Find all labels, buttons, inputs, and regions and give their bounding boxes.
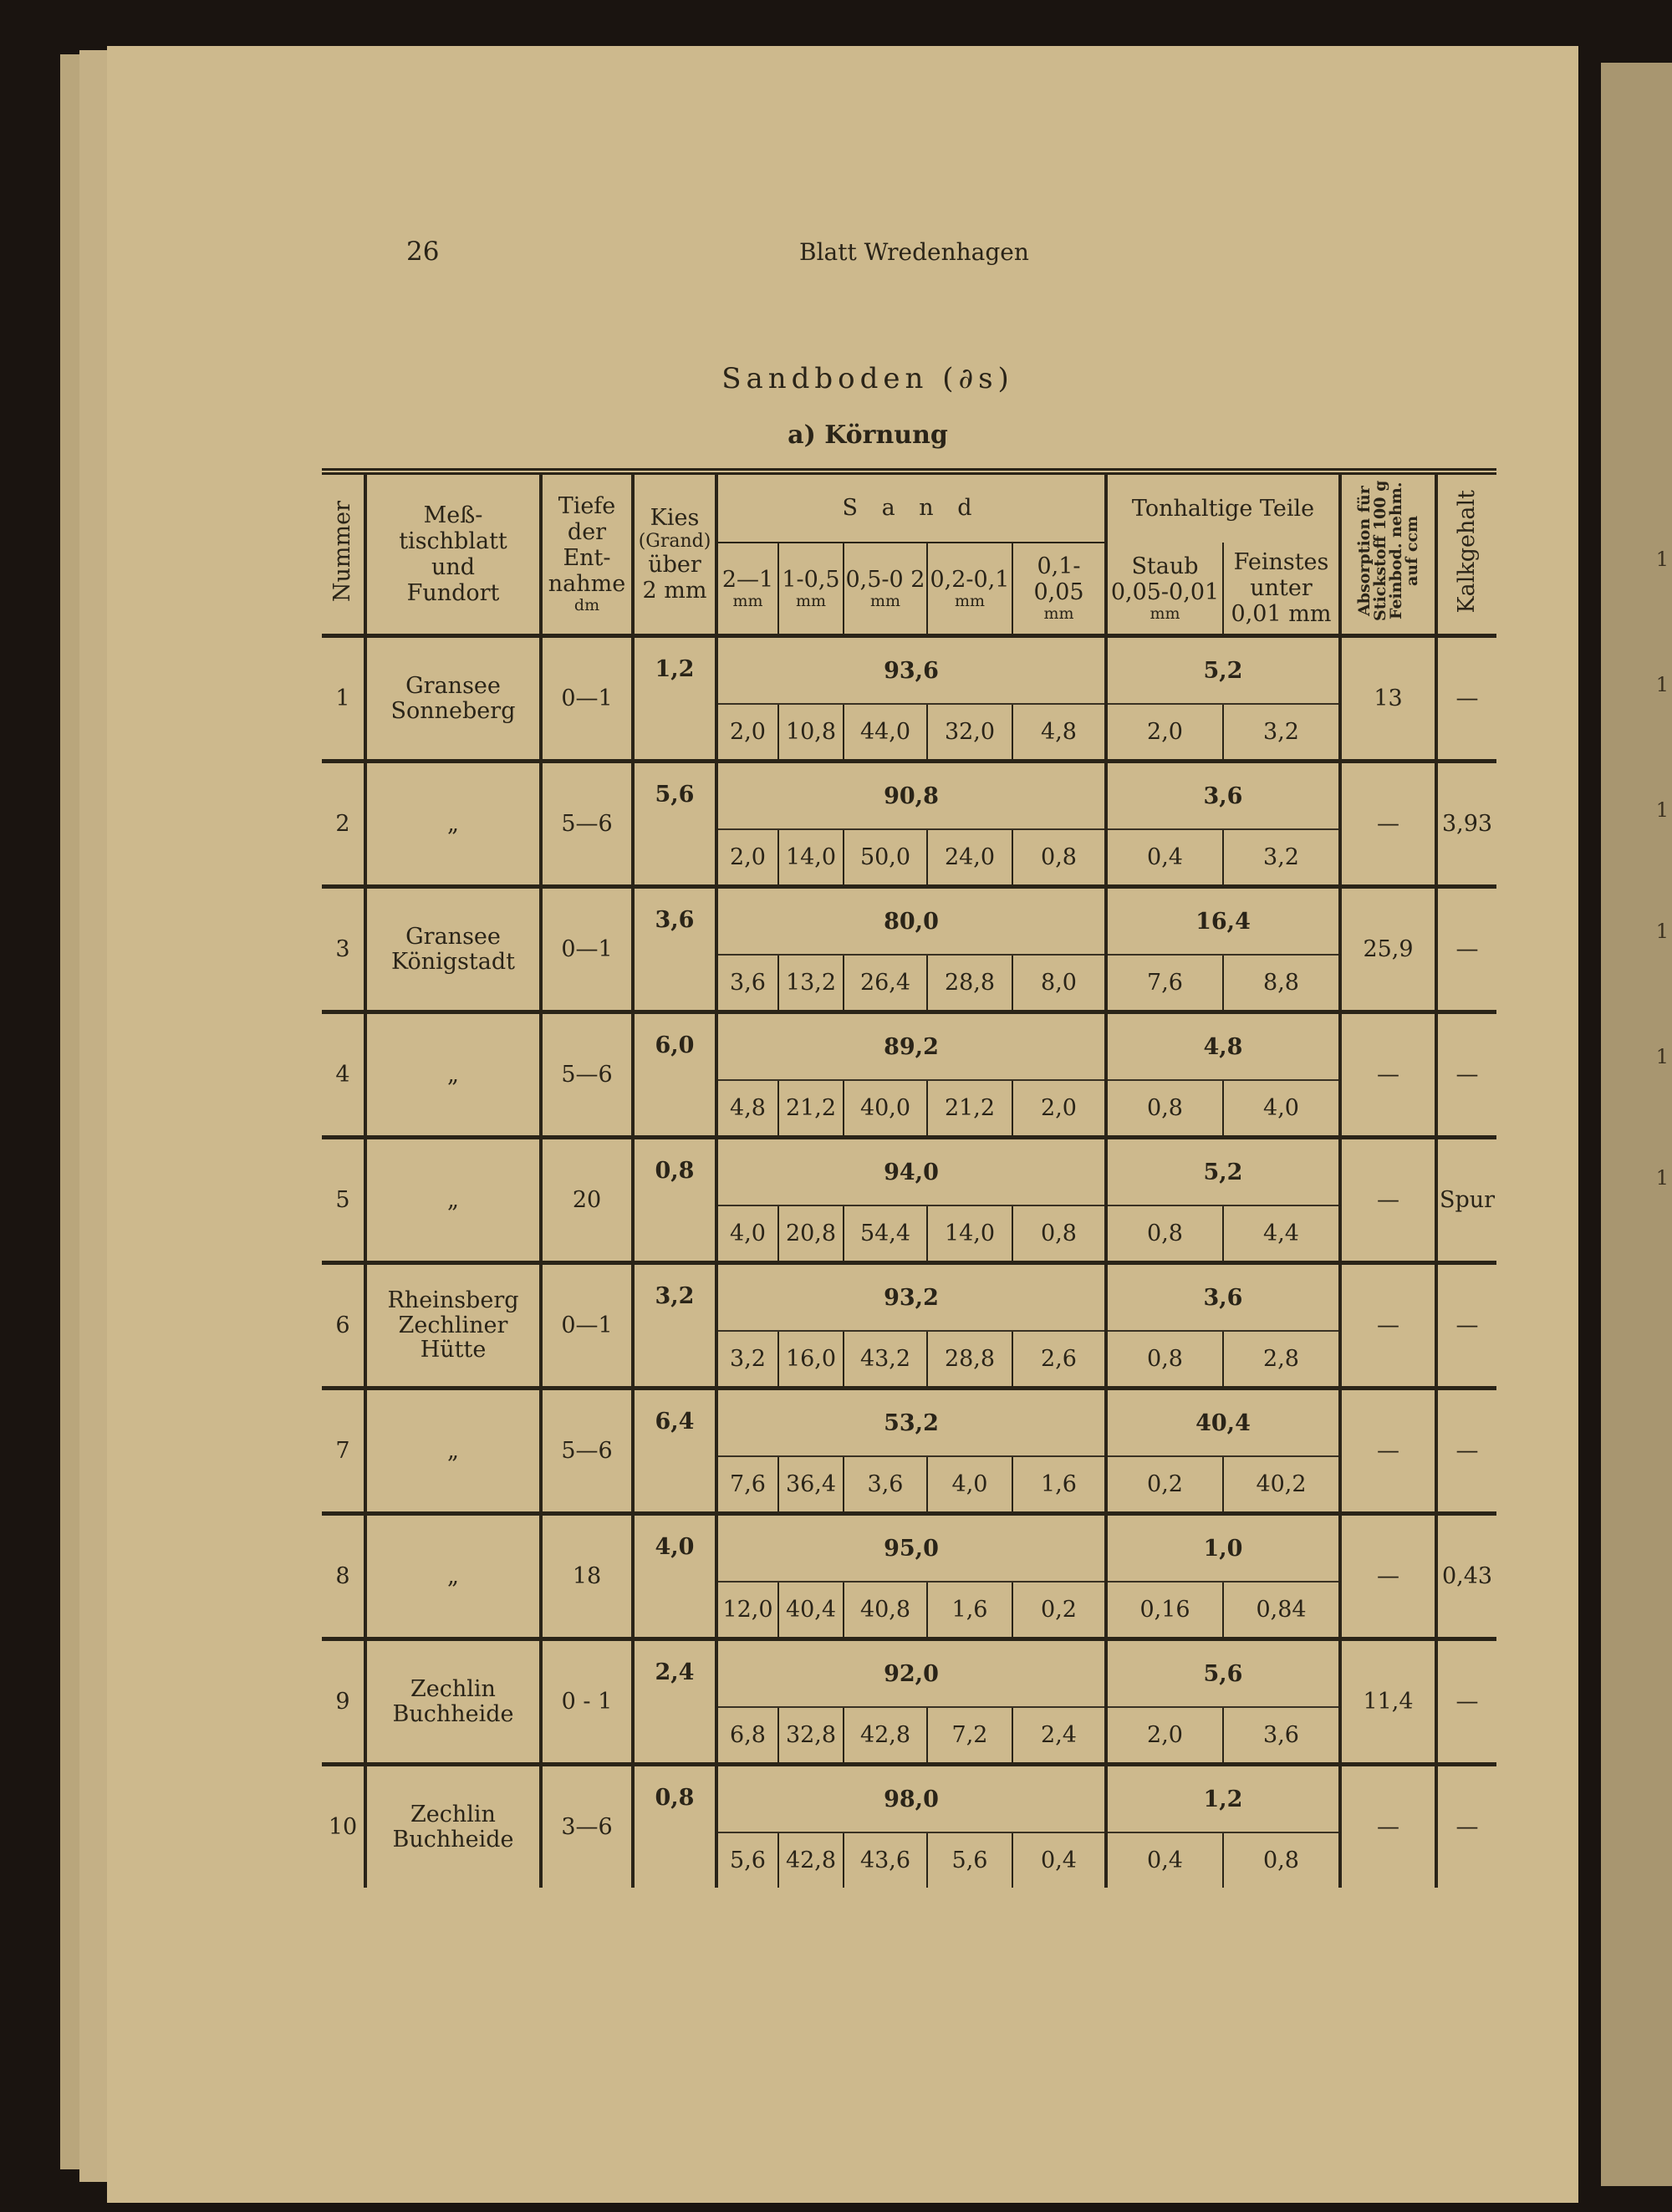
row-number: 10 [328,1814,358,1840]
row-kies: 1,2 [633,636,716,762]
col-feinstes-line1: Feinstes [1233,548,1329,575]
row-absorption: 11,4 [1340,1639,1436,1765]
col-sand-2-label: 1-0,5 [782,566,840,593]
col-kalkgehalt-label: Kalkgehalt [1454,489,1481,614]
row-sand-fraction: 26,4 [844,955,927,1012]
row-sand-fraction: 1,6 [1012,1456,1106,1514]
row-sand-fraction: 24,0 [927,829,1012,887]
row-absorption: 25,9 [1340,887,1436,1012]
col-feinstes-line3: 0,01 mm [1231,601,1332,628]
row-sand-fraction: 14,0 [927,1205,1012,1263]
row-sand-total: 92,0 [716,1639,1106,1708]
table-row [322,887,1496,956]
row-sand-total: 90,8 [716,762,1106,830]
row-sand-fraction: 0,8 [1012,1205,1106,1263]
row-sand-total: 89,2 [716,1012,1106,1081]
row-kalkgehalt: — [1436,1765,1496,1888]
col-sand-2 [778,543,844,636]
row-tiefe: 18 [541,1514,633,1639]
col-nummer [322,471,365,636]
row-ton-total: 5,6 [1106,1639,1340,1708]
row-fundort [365,1138,541,1263]
row-sand-fraction: 21,2 [927,1080,1012,1138]
col-sand-5 [1012,543,1106,636]
section-subtitle: a) Körnung [788,420,948,450]
row-kies: 3,2 [633,1263,716,1389]
next-page-fragment: 1 [1655,673,1669,696]
row-sand-fraction: 32,8 [778,1707,844,1765]
table-row [322,1389,1496,1457]
row-sand-fraction: 4,8 [1012,704,1106,762]
row-sand-fraction: 13,2 [778,955,844,1012]
row-sand-fraction: 32,0 [927,704,1012,762]
row-number: 6 [335,1312,350,1338]
next-page-edge [1601,63,1672,2186]
row-feinstes: 4,0 [1223,1080,1340,1138]
row-feinstes: 3,2 [1223,829,1340,887]
row-tiefe: 5—6 [541,1389,633,1514]
row-kies: 6,0 [633,1012,716,1138]
col-absorption [1340,471,1436,636]
row-fundort-line1: Gransee [405,672,501,699]
col-sand-3-label: 0,5-0 2 [845,566,925,593]
col-fundort-line4: Fundort [406,580,500,607]
row-tiefe: 20 [541,1138,633,1263]
row-sand-fraction: 8,0 [1012,955,1106,1012]
row-staub: 7,6 [1106,955,1223,1012]
row-fundort-line2: Sonneberg [390,697,516,724]
row-number: 3 [335,936,350,962]
row-kies: 2,4 [633,1639,716,1765]
row-sand-fraction: 44,0 [844,704,927,762]
col-kies [633,471,716,636]
row-fundort [365,1263,541,1389]
row-sand-fraction: 2,0 [716,704,778,762]
col-staub-unit: mm [1150,604,1180,623]
row-sand-fraction: 5,6 [927,1832,1012,1888]
row-number: 1 [335,686,350,711]
row-sand-fraction: 4,0 [716,1205,778,1263]
row-kalkgehalt: — [1436,1639,1496,1765]
col-kies-line2: (Grand) [638,530,711,552]
row-feinstes: 0,84 [1223,1582,1340,1639]
next-page-fragment: 1 [1655,798,1669,822]
row-tiefe: 0—1 [541,887,633,1012]
row-feinstes: 3,6 [1223,1707,1340,1765]
row-fundort [365,1012,541,1138]
row-kalkgehalt: — [1436,1263,1496,1389]
row-ton-total: 5,2 [1106,1138,1340,1206]
row-sand-fraction: 1,6 [927,1582,1012,1639]
row-feinstes: 0,8 [1223,1832,1340,1888]
section-title: Sandboden (∂s) [721,362,1014,395]
col-kies-line1: Kies [650,504,700,531]
col-tiefe [541,471,633,636]
row-absorption: — [1340,1389,1436,1514]
row-kies: 4,0 [633,1514,716,1639]
row-sand-total: 80,0 [716,887,1106,956]
col-staub-range: 0,05-0,01 [1110,578,1220,605]
row-fundort-line1: Zechlin [410,1675,496,1702]
row-tiefe: 0 - 1 [541,1639,633,1765]
row-kalkgehalt: — [1436,1012,1496,1138]
next-page-fragment: 1 [1655,1166,1669,1190]
row-kies: 0,8 [633,1765,716,1888]
row-kies: 3,6 [633,887,716,1012]
row-number: 8 [335,1563,350,1589]
col-tiefe-line4: nahme [548,571,626,598]
col-fundort-line2: tischblatt [399,528,507,554]
row-sand-fraction: 42,8 [778,1832,844,1888]
row-sand-fraction: 40,0 [844,1080,927,1138]
row-feinstes: 3,2 [1223,704,1340,762]
row-sand-fraction: 3,6 [716,955,778,1012]
row-tiefe: 5—6 [541,1012,633,1138]
table-row [322,762,1496,830]
table-row [322,1765,1496,1833]
row-sand-fraction: 14,0 [778,829,844,887]
col-feinstes-line2: unter [1250,574,1313,601]
row-fundort-line1: Rheinsberg [387,1287,519,1313]
row-sand-fraction: 2,0 [1012,1080,1106,1138]
row-sand-total: 94,0 [716,1138,1106,1206]
row-sand-fraction: 28,8 [927,1331,1012,1389]
row-sand-fraction: 36,4 [778,1456,844,1514]
row-number: 9 [335,1689,350,1715]
col-tiefe-line2: der [567,519,607,546]
row-fundort [365,887,541,1012]
row-sand-fraction: 7,2 [927,1707,1012,1765]
row-kalkgehalt: — [1436,636,1496,762]
row-fundort-line1: Zechlin [410,1801,496,1827]
row-ton-total: 1,0 [1106,1514,1340,1583]
row-number: 5 [335,1187,350,1213]
col-sand-5-unit: mm [1043,604,1074,624]
col-tiefe-unit: dm [573,596,600,615]
table-row [322,1138,1496,1206]
next-page-fragment: 1 [1655,548,1669,571]
row-sand-fraction: 40,8 [844,1582,927,1639]
row-staub: 0,4 [1106,1832,1223,1888]
col-tiefe-line3: Ent- [563,545,611,572]
col-fundort-line3: und [431,554,476,580]
row-number: 7 [335,1438,350,1464]
row-fundort-line1: „ [447,1061,459,1088]
row-ton-total: 3,6 [1106,762,1340,830]
grain-size-table [322,468,1496,1888]
row-tiefe: 0—1 [541,1263,633,1389]
table-body [322,636,1496,1888]
row-fundort [365,1514,541,1639]
row-sand-fraction: 6,8 [716,1707,778,1765]
row-fundort-line1: Gransee [405,923,501,950]
row-staub: 0,8 [1106,1080,1223,1138]
col-sand: S a n d [716,471,1106,543]
row-sand-fraction: 20,8 [778,1205,844,1263]
row-sand-fraction: 0,2 [1012,1582,1106,1639]
row-tiefe: 0—1 [541,636,633,762]
row-sand-total: 98,0 [716,1765,1106,1833]
row-sand-fraction: 7,6 [716,1456,778,1514]
col-fundort-line1: Meß- [423,502,483,528]
row-kalkgehalt: — [1436,887,1496,1012]
next-page-fragment: 1 [1655,1045,1669,1068]
row-ton-total: 1,2 [1106,1765,1340,1833]
row-absorption: — [1340,1138,1436,1263]
row-sand-fraction: 12,0 [716,1582,778,1639]
row-fundort-line2: Zechliner [398,1312,508,1338]
row-tiefe: 5—6 [541,762,633,887]
col-sand-1-unit: mm [732,591,763,610]
row-kies: 0,8 [633,1138,716,1263]
row-absorption: — [1340,762,1436,887]
row-feinstes: 2,8 [1223,1331,1340,1389]
running-header: Blatt Wredenhagen [799,238,1029,266]
row-sand-fraction: 42,8 [844,1707,927,1765]
col-sand-1 [716,543,778,636]
col-sand-3 [844,543,927,636]
row-fundort-line3: Hütte [420,1337,487,1363]
row-feinstes: 4,4 [1223,1205,1340,1263]
row-staub: 0,8 [1106,1331,1223,1389]
row-staub: 2,0 [1106,1707,1223,1765]
col-kies-line3: über [648,552,701,578]
row-fundort-line1: „ [447,1186,459,1213]
row-sand-fraction: 40,4 [778,1582,844,1639]
col-kalkgehalt [1436,471,1496,636]
row-fundort [365,1389,541,1514]
row-absorption: — [1340,1765,1436,1888]
table-row [322,1263,1496,1332]
row-ton-total: 5,2 [1106,636,1340,705]
row-fundort-line1: „ [447,810,459,837]
row-sand-fraction: 2,0 [716,829,778,887]
row-kalkgehalt: Spur [1436,1138,1496,1263]
row-absorption: — [1340,1012,1436,1138]
row-sand-fraction: 5,6 [716,1832,778,1888]
row-sand-fraction: 2,6 [1012,1331,1106,1389]
row-sand-fraction: 21,2 [778,1080,844,1138]
row-kalkgehalt: 0,43 [1436,1514,1496,1639]
row-sand-fraction: 3,6 [844,1456,927,1514]
row-staub: 0,4 [1106,829,1223,887]
row-fundort [365,636,541,762]
row-kies: 6,4 [633,1389,716,1514]
table-row [322,1639,1496,1708]
row-staub: 0,8 [1106,1205,1223,1263]
row-tiefe: 3—6 [541,1765,633,1888]
col-tonhaltige: Tonhaltige Teile [1106,471,1340,543]
row-sand-total: 95,0 [716,1514,1106,1583]
col-sand-5-label: 0,1-0,05 [1033,553,1084,606]
col-sand-4 [927,543,1012,636]
row-sand-total: 53,2 [716,1389,1106,1457]
row-sand-fraction: 43,6 [844,1832,927,1888]
page-number: 26 [406,237,440,267]
row-sand-fraction: 0,4 [1012,1832,1106,1888]
col-staub-label: Staub [1131,553,1199,579]
row-number: 4 [335,1062,350,1088]
col-sand-4-label: 0,2-0,1 [930,566,1010,593]
row-sand-fraction: 10,8 [778,704,844,762]
col-sand-3-unit: mm [869,591,901,610]
next-page-fragment: 1 [1655,920,1669,943]
table-row [322,1012,1496,1081]
col-tiefe-line1: Tiefe [558,492,616,519]
row-sand-fraction: 54,4 [844,1205,927,1263]
row-sand-fraction: 50,0 [844,829,927,887]
row-fundort-line2: Buchheide [392,1826,514,1853]
row-sand-total: 93,6 [716,636,1106,705]
table-row [322,636,1496,705]
row-sand-fraction: 2,4 [1012,1707,1106,1765]
row-staub: 2,0 [1106,704,1223,762]
row-kalkgehalt: — [1436,1389,1496,1514]
row-kies: 5,6 [633,762,716,887]
row-kalkgehalt: 3,93 [1436,762,1496,887]
row-sand-fraction: 16,0 [778,1331,844,1389]
row-sand-fraction: 4,0 [927,1456,1012,1514]
row-absorption: 13 [1340,636,1436,762]
row-fundort [365,1639,541,1765]
col-staub [1106,543,1223,636]
row-fundort-line2: Buchheide [392,1700,514,1727]
row-staub: 0,2 [1106,1456,1223,1514]
row-number: 2 [335,811,350,837]
row-feinstes: 8,8 [1223,955,1340,1012]
row-fundort [365,762,541,887]
row-absorption: — [1340,1263,1436,1389]
row-ton-total: 40,4 [1106,1389,1340,1457]
row-sand-total: 93,2 [716,1263,1106,1332]
row-feinstes: 40,2 [1223,1456,1340,1514]
row-fundort-line1: „ [447,1437,459,1464]
row-sand-fraction: 43,2 [844,1331,927,1389]
col-nummer-label: Nummer [329,500,356,603]
col-feinstes [1223,543,1340,636]
col-sand-1-label: 2—1 [721,566,774,593]
row-sand-fraction: 3,2 [716,1331,778,1389]
col-fundort [365,471,541,636]
col-kies-line4: 2 mm [642,578,707,604]
row-fundort [365,1765,541,1888]
row-absorption: — [1340,1514,1436,1639]
col-sand-2-unit: mm [795,591,827,610]
row-sand-fraction: 28,8 [927,955,1012,1012]
table-row [322,1514,1496,1583]
col-absorption-label: Absorption für Stickstoff 100 g Feinbod. nehm. auf ccm [1354,481,1421,622]
row-ton-total: 16,4 [1106,887,1340,956]
col-sand-4-unit: mm [954,591,986,610]
row-fundort-line1: „ [447,1562,459,1589]
row-ton-total: 4,8 [1106,1012,1340,1081]
row-ton-total: 3,6 [1106,1263,1340,1332]
row-fundort-line2: Königstadt [391,948,515,975]
row-staub: 0,16 [1106,1582,1223,1639]
row-sand-fraction: 0,8 [1012,829,1106,887]
row-sand-fraction: 4,8 [716,1080,778,1138]
